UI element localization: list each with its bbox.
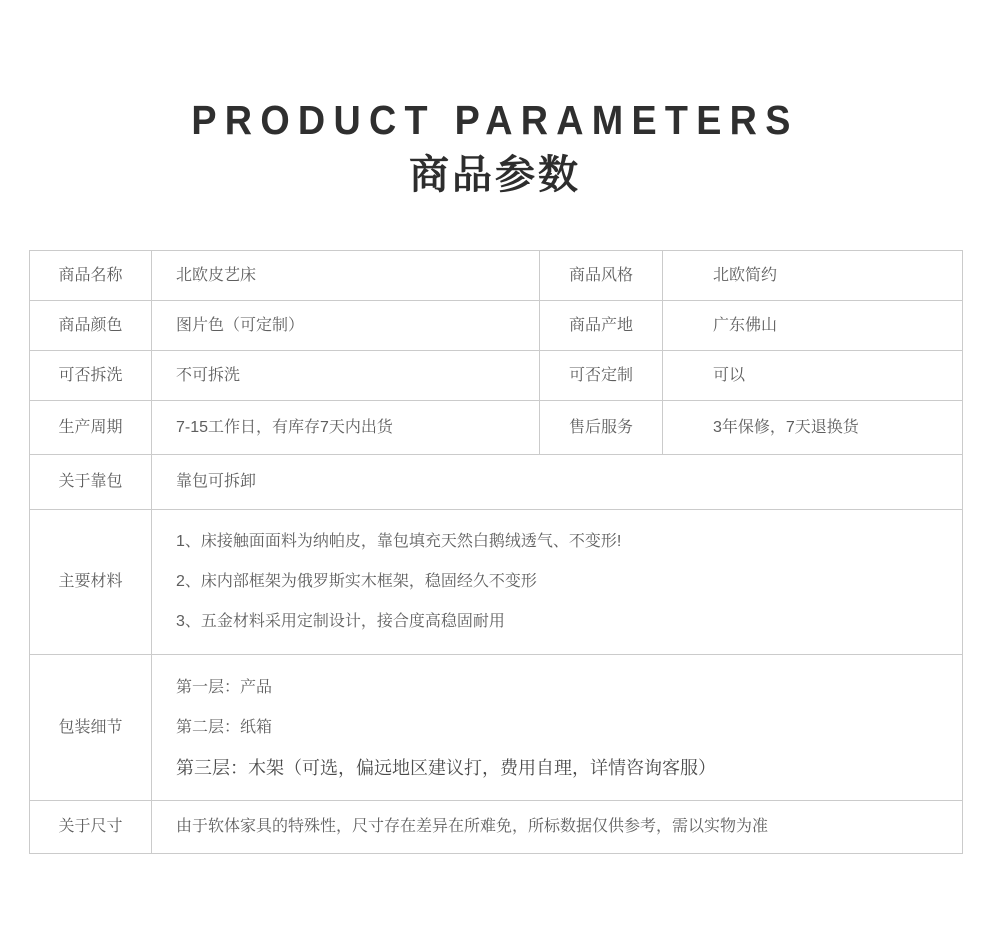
param-label-product-name: 商品名称 (30, 251, 152, 301)
packaging-layer-2: 第二层：纸箱 (176, 718, 273, 736)
param-label-after-sales: 售后服务 (540, 401, 663, 455)
table-row (30, 801, 963, 854)
param-label-origin: 商品产地 (540, 301, 663, 351)
product-parameters-table (29, 250, 963, 854)
packaging-layer-1: 第一层：产品 (176, 678, 273, 696)
param-value-cushion: 靠包可拆卸 (152, 455, 963, 510)
param-label-materials: 主要材料 (30, 510, 152, 655)
param-value-customizable: 可以 (663, 351, 963, 401)
table-row (30, 655, 963, 801)
param-label-packaging: 包装细节 (30, 655, 152, 801)
packaging-layer-3: 第三层：木架（可选，偏远地区建议打，费用自理，详情咨询客服） (176, 757, 716, 778)
param-value-product-style: 北欧简约 (663, 251, 963, 301)
param-label-cushion: 关于靠包 (30, 455, 152, 510)
material-line-1: 1、床接触面面料为纳帕皮，靠包填充天然白鹅绒透气、不变形! (176, 533, 622, 551)
param-value-materials (152, 510, 963, 655)
param-value-after-sales: 3年保修，7天退换货 (663, 401, 963, 455)
table-row (30, 510, 963, 655)
table-row (30, 301, 963, 351)
param-label-dimensions: 关于尺寸 (30, 801, 152, 854)
param-label-washable: 可否拆洗 (30, 351, 152, 401)
param-value-product-name: 北欧皮艺床 (152, 251, 540, 301)
param-value-washable: 不可拆洗 (152, 351, 540, 401)
param-label-customizable: 可否定制 (540, 351, 663, 401)
table-row (30, 251, 963, 301)
material-line-2: 2、床内部框架为俄罗斯实木框架，稳固经久不变形 (176, 573, 537, 591)
param-value-origin: 广东佛山 (663, 301, 963, 351)
param-value-dimensions: 由于软体家具的特殊性，尺寸存在差异在所难免，所标数据仅供参考，需以实物为准 (152, 801, 963, 854)
param-value-product-color: 图片色（可定制） (152, 301, 540, 351)
page-title-chinese: 商品参数 (409, 153, 581, 198)
table-row (30, 351, 963, 401)
param-value-production-cycle: 7-15工作日，有库存7天内出货 (152, 401, 540, 455)
table-row (30, 455, 963, 510)
param-label-production-cycle: 生产周期 (30, 401, 152, 455)
param-value-packaging (152, 655, 963, 801)
page-title-english: PRODUCT PARAMETERS (191, 97, 799, 143)
param-label-product-style: 商品风格 (540, 251, 663, 301)
table-row (30, 401, 963, 455)
param-label-product-color: 商品颜色 (30, 301, 152, 351)
material-line-3: 3、五金材料采用定制设计，接合度高稳固耐用 (176, 613, 505, 631)
